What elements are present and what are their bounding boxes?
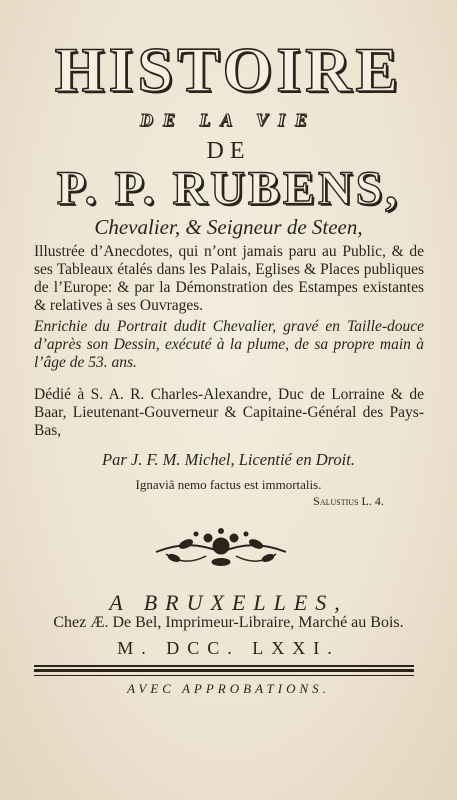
- publication-date: M. DCC. LXXI.: [117, 638, 340, 658]
- divider-rule: [34, 669, 414, 672]
- floral-ornament-icon: [146, 522, 296, 572]
- de-line: DE: [206, 138, 251, 164]
- book-title: HISTOIRE: [54, 34, 403, 105]
- epigraph: Ignaviâ nemo factus est immortalis.: [135, 477, 322, 492]
- epigraph-source: Salustius L. 4.: [313, 494, 384, 508]
- subject-rank: Chevalier, & Seigneur de Steen,: [94, 215, 363, 239]
- dedication-paragraph: Dédié à S. A. R. Charles-Alexandre, Duc de Lorraine & de Baar, Lieutenant-Gouverneur & Capitaine-Général des Pays-Bas,: [34, 386, 424, 439]
- book-subtitle: DE LA VIE: [139, 110, 318, 130]
- divider-rule: [34, 665, 414, 667]
- description-paragraph: Illustrée d’Anecdotes, qui n’ont jamais paru au Public, & de ses Tableaux étalés dans les Palais, Eglises & Places publiques de l’Europe: & par la Démonstration des Estampes existantes & relatives à ses Ouvrages.: [34, 243, 424, 314]
- printer-line: Chez Æ. De Bel, Imprimeur-Libraire, Marché au Bois.: [53, 614, 404, 631]
- divider-rule: [34, 675, 414, 676]
- author-line: Par J. F. M. Michel, Licentié en Droit.: [102, 450, 355, 469]
- subject-name: P. P. RUBENS,: [56, 162, 401, 215]
- portrait-paragraph: Enrichie du Portrait dudit Chevalier, gravé en Taille-douce d’après son Dessin, exécuté à la plume, de sa propre main à l’âge de 53. ans.: [34, 318, 424, 371]
- city-line: A BRUXELLES,: [109, 590, 348, 615]
- approval-line: AVEC APPROBATIONS.: [127, 681, 330, 696]
